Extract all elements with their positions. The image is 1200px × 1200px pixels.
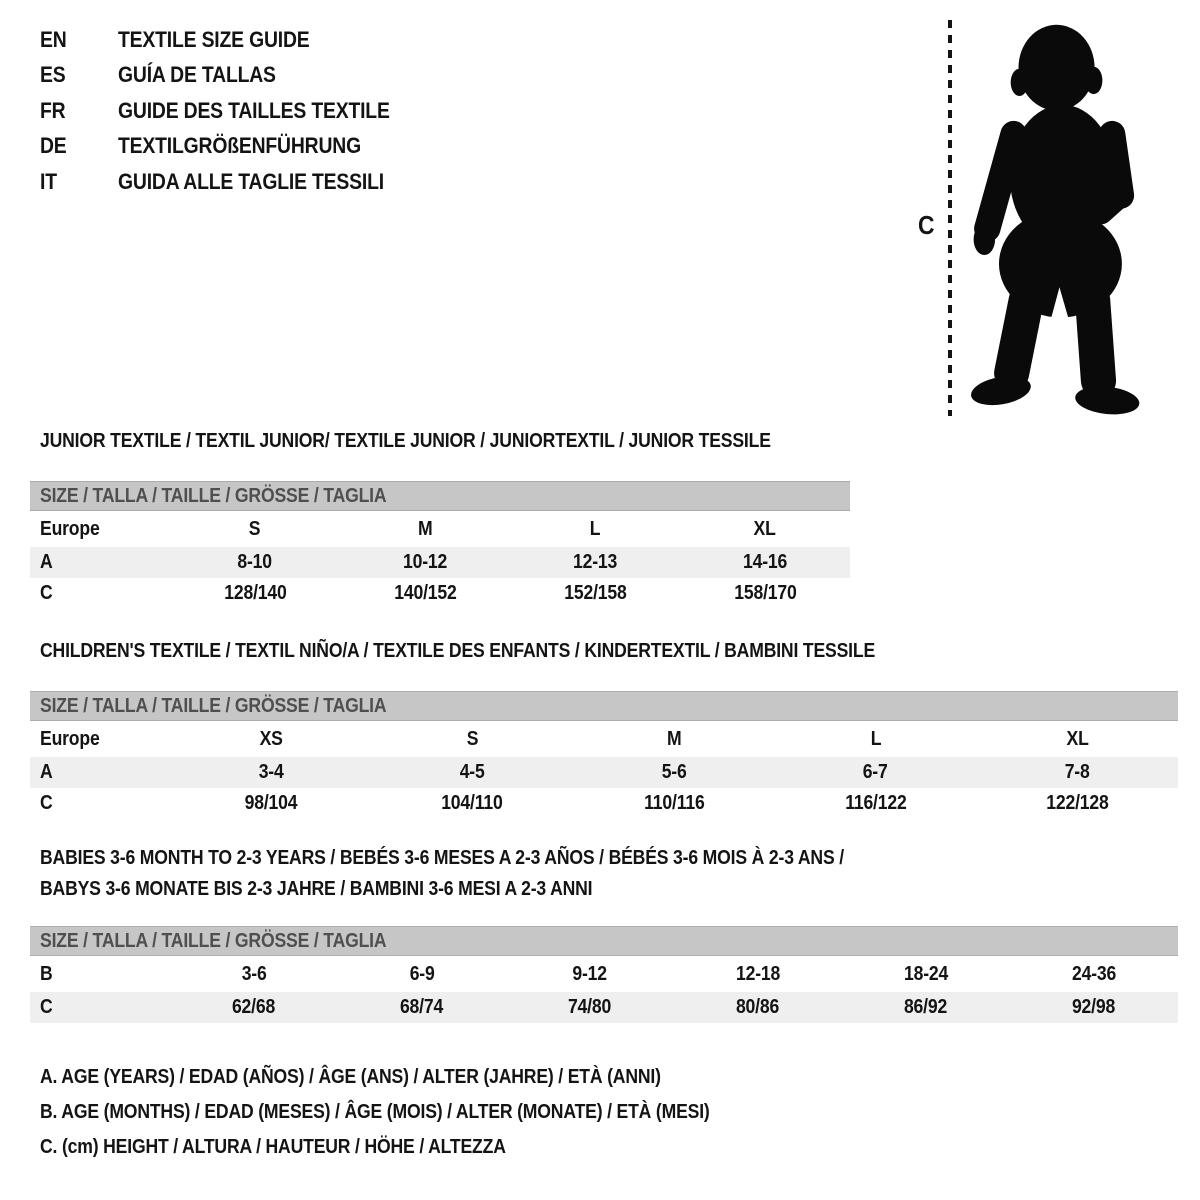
row-label: C [40, 792, 53, 814]
table-row [30, 757, 1178, 788]
table-cell: 4-5 [459, 761, 485, 783]
leg-left [1012, 300, 1027, 373]
lang-code: ES [40, 62, 66, 88]
lang-row-it [40, 164, 427, 200]
table-row [30, 992, 1178, 1023]
lang-title: GUÍA DE TALLAS [118, 62, 276, 88]
table-row [30, 788, 1178, 819]
table-cell: 14-16 [742, 551, 788, 573]
table-row [30, 721, 1178, 757]
table-cell: L [589, 517, 601, 540]
table-cell: M [417, 517, 433, 540]
row-label: B [40, 962, 53, 985]
table-cell: 86/92 [904, 996, 948, 1018]
table-cell: 74/80 [568, 996, 612, 1018]
table-cell: 3-4 [258, 761, 284, 783]
table-cell: L [870, 727, 881, 750]
table-cell: 6-9 [409, 962, 435, 985]
language-title-block [40, 22, 427, 200]
table-cell: M [666, 727, 682, 750]
table-cell: 18-24 [903, 962, 949, 985]
lang-title: GUIDE DES TAILLES TEXTILE [118, 97, 390, 123]
row-label: A [40, 761, 53, 783]
table-cell: 3-6 [241, 962, 267, 985]
row-label: C [40, 582, 53, 604]
table-cell: 68/74 [400, 996, 444, 1018]
lang-code: EN [40, 26, 67, 52]
table-row [30, 956, 1178, 992]
measurement-legend [40, 1060, 801, 1165]
row-label: Europe [40, 517, 100, 540]
table-cell: 62/68 [232, 996, 276, 1018]
size-header-bar: SIZE / TALLA / TAILLE / GRÖSSE / TAGLIA [30, 481, 850, 511]
children-size-table [30, 691, 1178, 819]
lang-title: TEXTILE SIZE GUIDE [118, 26, 310, 52]
table-cell: 12-13 [572, 551, 618, 573]
legend-item-b: B. AGE (MONTHS) / EDAD (MESES) / ÂGE (MOIS) / ALTER (MONATE) / ETÀ (MESI) [40, 1101, 710, 1123]
table-cell: XS [259, 727, 283, 750]
size-header-bar: SIZE / TALLA / TAILLE / GRÖSSE / TAGLIA [30, 926, 1178, 956]
row-label: Europe [40, 727, 100, 750]
lang-code: DE [40, 133, 67, 159]
row-label: A [40, 551, 53, 573]
table-cell: 122/128 [1045, 792, 1109, 814]
table-cell: S [466, 727, 479, 750]
table-row [30, 578, 850, 609]
table-cell: 158/170 [733, 582, 797, 604]
lang-row-es [40, 58, 427, 94]
size-header-bar: SIZE / TALLA / TAILLE / GRÖSSE / TAGLIA [30, 691, 1178, 721]
table-cell: 10-12 [402, 551, 448, 573]
table-cell: 128/140 [223, 582, 287, 604]
hand-right [1101, 196, 1121, 214]
lang-code: IT [40, 168, 57, 194]
arm-left [987, 134, 1013, 229]
height-measure-dashed-line [948, 20, 952, 416]
table-row [30, 511, 850, 547]
section-title-children: CHILDREN'S TEXTILE / TEXTIL NIÑO/A / TEXTILE DES ENFANTS / KINDERTEXTIL / BAMBINI TESSILE [40, 640, 876, 662]
toddler-silhouette-figure [958, 12, 1158, 422]
lang-row-de [40, 129, 427, 165]
leg-right [1093, 300, 1099, 381]
head [1018, 25, 1094, 111]
lang-title: GUIDA ALLE TAGLIE TESSILI [118, 168, 384, 194]
lang-row-fr [40, 93, 427, 129]
table-cell: 152/158 [563, 582, 627, 604]
table-cell: 92/98 [1072, 996, 1116, 1018]
table-cell: 104/110 [441, 792, 504, 814]
table-cell: 7-8 [1064, 761, 1090, 783]
babies-size-table [30, 926, 1178, 1023]
table-row [30, 547, 850, 578]
table-cell: 110/116 [643, 792, 705, 814]
table-cell: 8-10 [237, 551, 273, 573]
table-cell: 98/104 [244, 792, 298, 814]
lang-row-en [40, 22, 427, 58]
table-cell: S [249, 517, 261, 540]
table-cell: XL [753, 517, 777, 540]
table-cell: 5-6 [661, 761, 687, 783]
lang-code: FR [40, 97, 66, 123]
table-cell: 80/86 [736, 996, 780, 1018]
table-cell: 12-18 [735, 962, 781, 985]
table-cell: 116/122 [844, 792, 907, 814]
table-cell: 9-12 [572, 962, 608, 985]
table-cell: 140/152 [393, 582, 457, 604]
legend-item-a: A. AGE (YEARS) / EDAD (AÑOS) / ÂGE (ANS) / ALTER (JAHRE) / ETÀ (ANNI) [40, 1066, 661, 1088]
table-cell: 6-7 [863, 761, 889, 783]
section-title-babies: BABIES 3-6 MONTH TO 2-3 YEARS / BEBÉS 3-6 MESES A 2-3 AÑOS / BÉBÉS 3-6 MOIS À 2-3 ANS / BABYS 3-6 MONATE BIS 2-3 JAHRE / BAMBINI 3-6 MESI A 2-3 ANNI [40, 847, 844, 900]
junior-size-table [30, 481, 850, 609]
height-measure-label: C [918, 210, 935, 240]
lang-title: TEXTILGRÖßENFÜHRUNG [118, 133, 361, 159]
row-label: C [40, 996, 53, 1018]
legend-item-c: C. (cm) HEIGHT / ALTURA / HAUTEUR / HÖHE / ALTEZZA [40, 1136, 506, 1158]
hand-left [974, 224, 995, 255]
section-title-junior: JUNIOR TEXTILE / TEXTIL JUNIOR/ TEXTILE JUNIOR / JUNIORTEXTIL / JUNIOR TESSILE [40, 430, 771, 452]
table-cell: XL [1066, 727, 1089, 750]
table-cell: 24-36 [1071, 962, 1117, 985]
